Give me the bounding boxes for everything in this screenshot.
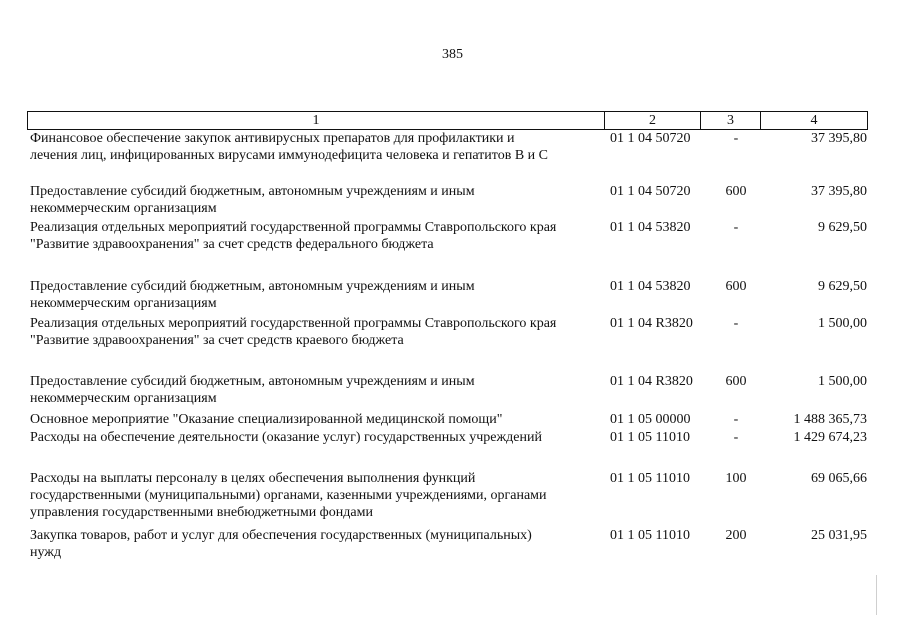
column-header-3: 3 <box>701 112 761 130</box>
row-type: - <box>733 220 739 235</box>
row-type: 600 <box>725 184 747 199</box>
table-row <box>30 315 875 348</box>
table-row <box>30 130 875 163</box>
row-sum: 1 429 674,23 <box>793 430 867 445</box>
row-sum: 69 065,66 <box>811 471 867 486</box>
page-number: 385 <box>442 47 463 62</box>
row-type: 200 <box>725 528 747 543</box>
row-code: 01 1 04 53820 <box>610 279 691 294</box>
row-name: Предоставление субсидий бюджетным, автономным учреждениям и иным некоммерческим организациям <box>30 279 475 311</box>
row-code: 01 1 05 00000 <box>610 412 691 427</box>
row-type: - <box>733 131 739 146</box>
table-row <box>30 429 875 446</box>
row-sum: 1 500,00 <box>818 316 867 331</box>
row-name: Закупка товаров, работ и услуг для обеспечения государственных (муниципальных) нужд <box>30 528 532 560</box>
table-row <box>30 470 875 520</box>
row-code: 01 1 05 11010 <box>610 471 690 486</box>
row-sum: 9 629,50 <box>818 279 867 294</box>
row-type: - <box>733 412 739 427</box>
row-code: 01 1 04 R3820 <box>610 316 693 331</box>
row-name: Реализация отдельных мероприятий государственной программы Ставропольского края "Развитие здравоохранения" за счет средств краевого бюджета <box>30 316 557 348</box>
row-type: 600 <box>725 279 747 294</box>
table-row <box>30 219 875 252</box>
row-code: 01 1 04 53820 <box>610 220 691 235</box>
row-code: 01 1 04 50720 <box>610 184 691 199</box>
row-name: Финансовое обеспечение закупок антивирусных препаратов для профилактики и лечения лиц, инфицированных вирусами иммунодефицита человека и гепатитов В и С <box>30 131 549 163</box>
row-code: 01 1 04 R3820 <box>610 374 693 389</box>
table-row <box>30 278 875 311</box>
row-sum: 1 488 365,73 <box>793 412 867 427</box>
row-name: Реализация отдельных мероприятий государственной программы Ставропольского края "Развитие здравоохранения" за счет средств федерального бюджета <box>30 220 557 252</box>
row-name: Расходы на выплаты персоналу в целях обеспечения выполнения функций государственными (муниципальными) органами, казенными учреждениями, органами управления государственными внебюджетными фондами <box>30 471 547 520</box>
row-sum: 25 031,95 <box>811 528 867 543</box>
table-row <box>30 373 875 406</box>
row-type: 600 <box>725 374 747 389</box>
row-code: 01 1 04 50720 <box>610 131 691 146</box>
row-sum: 37 395,80 <box>811 131 867 146</box>
budget-table-body <box>30 130 875 560</box>
row-sum: 37 395,80 <box>811 184 867 199</box>
row-name: Расходы на обеспечение деятельности (оказание услуг) государственных учреждений <box>30 430 542 445</box>
table-row <box>30 183 875 216</box>
table-row <box>30 527 875 560</box>
row-name: Предоставление субсидий бюджетным, автономным учреждениям и иным некоммерческим организациям <box>30 184 475 216</box>
row-sum: 1 500,00 <box>818 374 867 389</box>
column-header-1: 1 <box>28 112 605 130</box>
row-code: 01 1 05 11010 <box>610 430 690 445</box>
row-type: 100 <box>725 471 747 486</box>
column-header-table <box>27 111 868 130</box>
margin-mark <box>876 575 877 615</box>
table-row <box>30 411 875 428</box>
row-type: - <box>733 316 739 331</box>
row-name: Основное мероприятие "Оказание специализированной медицинской помощи" <box>30 412 503 427</box>
column-header-row <box>28 112 868 130</box>
row-sum: 9 629,50 <box>818 220 867 235</box>
row-type: - <box>733 430 739 445</box>
column-header-2: 2 <box>605 112 701 130</box>
column-header-4: 4 <box>761 112 868 130</box>
row-name: Предоставление субсидий бюджетным, автономным учреждениям и иным некоммерческим организациям <box>30 374 475 406</box>
row-code: 01 1 05 11010 <box>610 528 690 543</box>
